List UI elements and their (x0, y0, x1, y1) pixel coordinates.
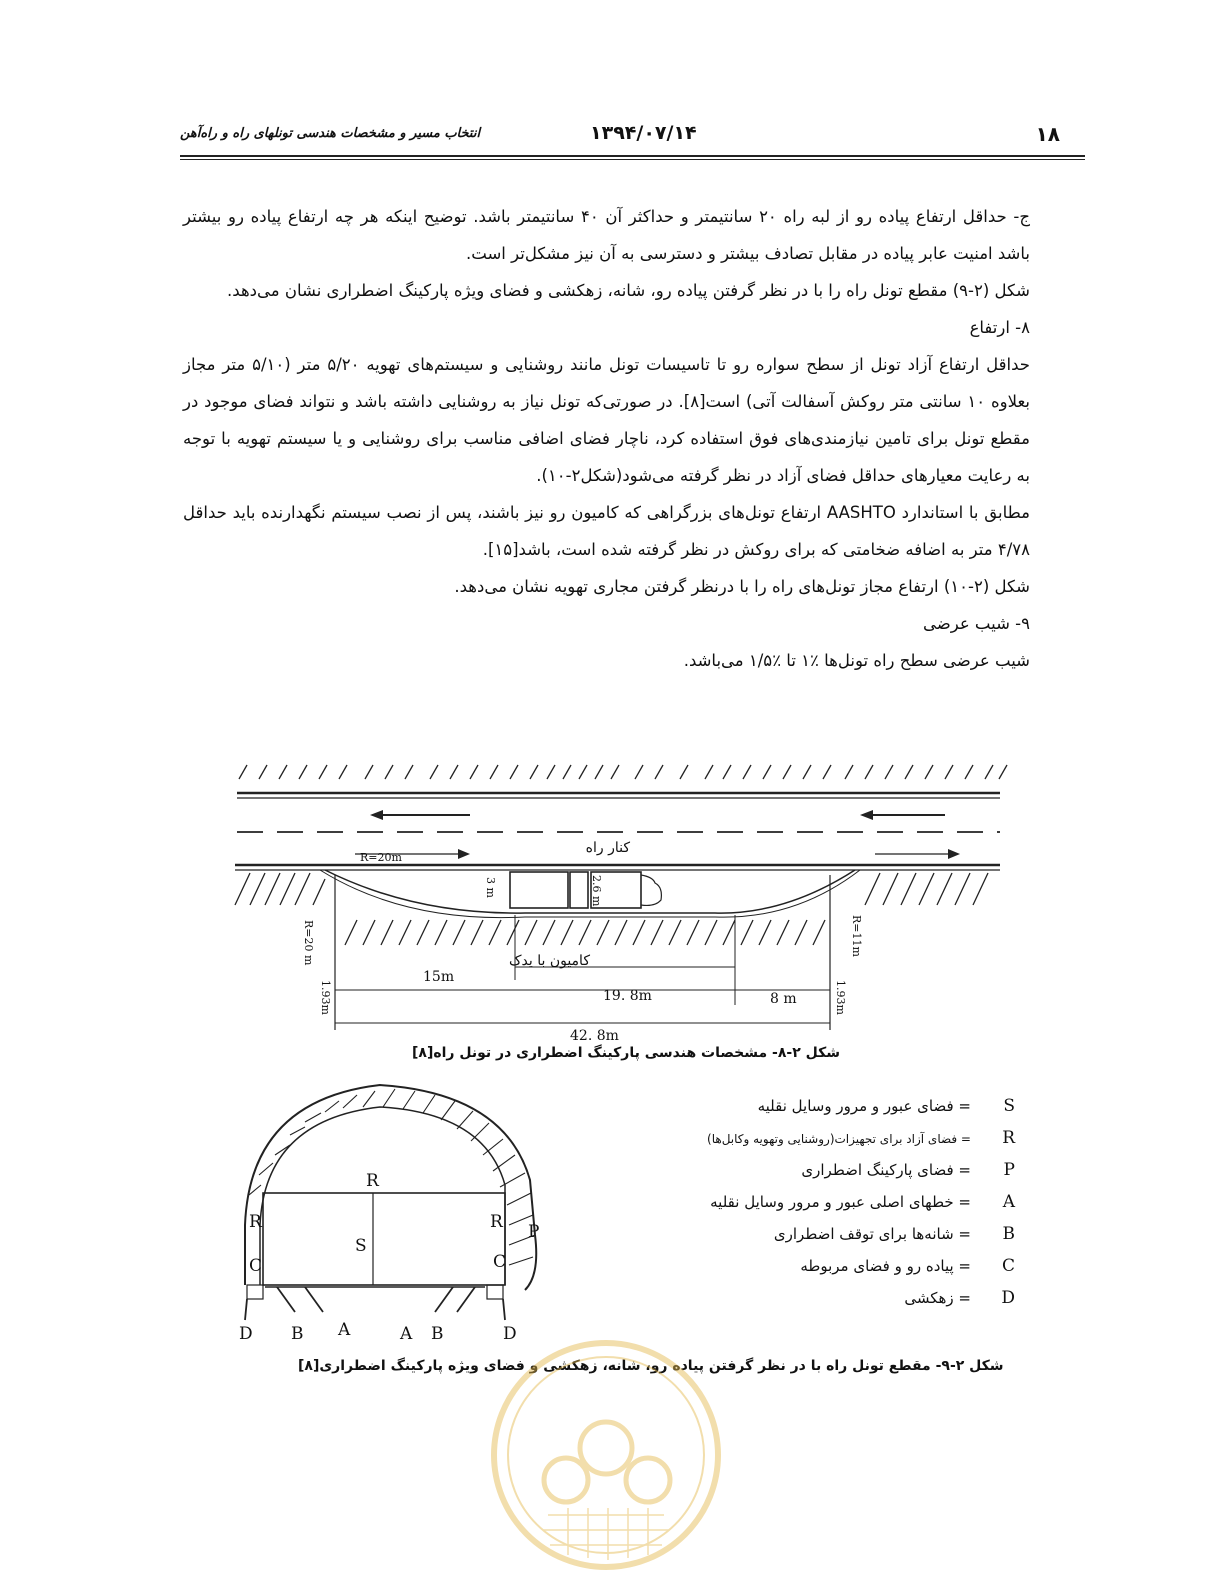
header-date: ۱۳۹۴/۰۷/۱۴ (590, 122, 697, 144)
header-rule-thin (180, 159, 1085, 160)
header-rule (180, 155, 1085, 157)
label-road-edge: کنار راه (585, 840, 630, 856)
watermark-logo (488, 1330, 724, 1580)
legend-item: C = پیاده رو و فضای مربوطه (800, 1256, 1015, 1276)
paragraph: شکل (۲-۱۰) ارتفاع مجاز تونل‌های راه را با درنظر گرفتن مجاری تهویه نشان می‌دهد. (454, 577, 1030, 596)
section-label-a-right: A (400, 1324, 413, 1344)
section-label-r-left: R (249, 1212, 262, 1232)
paragraph: مطابق با استاندارد AASHTO ارتفاع تونل‌های بزرگراهی که کامیون رو نیز باشند، پس از نصب سیستم نگهدارنده باید حداقل ۴/۷۸ متر به اضافه ضخامتی که برای روکش در نظر گرفته شده است، باشد[۱۵]. (183, 503, 1030, 559)
section-label-a-left: A (338, 1320, 351, 1340)
section-label-d-left: D (239, 1324, 253, 1344)
header-title: انتخاب مسیر و مشخصات هندسی تونلهای راه و راه‌آهن (180, 126, 481, 141)
label-d198m: 19. 8m (603, 988, 652, 1004)
label-d193m-right: 1.93m (834, 980, 847, 1015)
legend-item: A = خطهای اصلی عبور و مرور وسایل نقلیه (710, 1192, 1015, 1212)
label-r11m: R=11m (850, 915, 863, 957)
section-label-r-top: R (366, 1171, 379, 1191)
figure2-legend (560, 1092, 1015, 1316)
legend-item: P = فضای پارکینگ اضطراری (801, 1160, 1015, 1180)
label-d8m: 8 m (770, 991, 797, 1007)
ground-hatching (235, 873, 988, 945)
legend-item: D = زهکشی (904, 1288, 1015, 1308)
legend-item: R = فضای آزاد برای تجهیزات(روشنایی وتهویه وکابل‌ها) (707, 1128, 1015, 1148)
label-r20m: R=20m (360, 851, 402, 864)
label-h3m: 3 m (484, 877, 497, 898)
section-label-d-right: D (503, 1324, 517, 1344)
label-truck-trailer: کامیون با یدک (508, 953, 590, 969)
label-d428m: 42. 8m (570, 1028, 619, 1044)
section-label-c-left: C (249, 1256, 263, 1276)
legend-item: S = فضای عبور و مرور وسایل نقلیه (757, 1096, 1015, 1116)
label-d193m-left: 1.93m (319, 980, 332, 1015)
label-d15m: 15m (423, 969, 455, 985)
body-text (183, 198, 1058, 679)
section-label-b-left: B (291, 1324, 304, 1344)
page-number: ۱۸ (1035, 122, 1060, 146)
paragraph: شیب عرضی سطح راه تونل‌ها ٪۱ تا ٪۱/۵ می‌باشد. (683, 651, 1030, 670)
label-h26m: 2.6 m (590, 875, 603, 907)
legend-item: B = شانه‌ها برای توقف اضطراری (773, 1224, 1015, 1244)
figure2-caption: شکل ۲-۹- مقطع تونل راه با در نظر گرفتن پیاده رو، شانه، زهکشی و فضای ویژه پارکینگ اضطراری[۸] (298, 1358, 1004, 1374)
paragraph: ج- حداقل ارتفاع پیاده رو از لبه راه ۲۰ سانتیمتر و حداکثر آن ۴۰ سانتیمتر باشد. توضیح اینکه هر چه ارتفاع پیاده رو بیشتر باشد امنیت عابر پیاده در مقابل تصادف بیشتر و دسترسی به آن نیز مشکل‌تر است. (183, 207, 1030, 263)
figure1-caption: شکل ۲-۸- مشخصات هندسی پارکینگ اضطراری در تونل راه[۸] (412, 1045, 841, 1061)
arch-hatching (249, 1089, 535, 1265)
figure-parking-bay-plan (225, 755, 1015, 1050)
section-heading: ۸- ارتفاع (969, 318, 1030, 337)
label-r20m-vertical: R=20 m (302, 920, 315, 966)
figure-tunnel-section (235, 1075, 565, 1350)
section-label-s: S (355, 1236, 367, 1256)
section-label-p: P (528, 1222, 540, 1242)
paragraph: شکل (۲-۹) مقطع تونل راه را با در نظر گرفتن پیاده رو، شانه، زهکشی و فضای ویژه پارکینگ اضطراری نشان می‌دهد. (227, 281, 1030, 300)
paragraph: حداقل ارتفاع آزاد تونل از سطح سواره رو تا تاسیسات تونل مانند روشنایی و سیستم‌های تهویه ۵/۲۰ متر (۵/۱۰ متر مجاز بعلاوه ۱۰ سانتی متر روکش آسفالت آتی) است[۸]. در صورتی‌که تونل نیاز به روشنایی داشته باشد و نتواند فضای موجود در مقطع تونل برای تامین نیازمندی‌های فوق استفاده کرد، ناچار فضای اضافی مناسب برای روشنایی و یا سیستم تهویه با توجه به رعایت معیارهای حداقل فضای آزاد در نظر گرفته می‌شود(شکل۲-۱۰). (183, 355, 1030, 485)
page-header (180, 118, 1060, 158)
top-hatching (239, 765, 1007, 779)
section-heading: ۹- شیب عرضی (922, 614, 1030, 633)
section-label-r-right: R (490, 1212, 503, 1232)
section-label-c-right: C (493, 1252, 507, 1272)
section-label-b-right: B (431, 1324, 444, 1344)
